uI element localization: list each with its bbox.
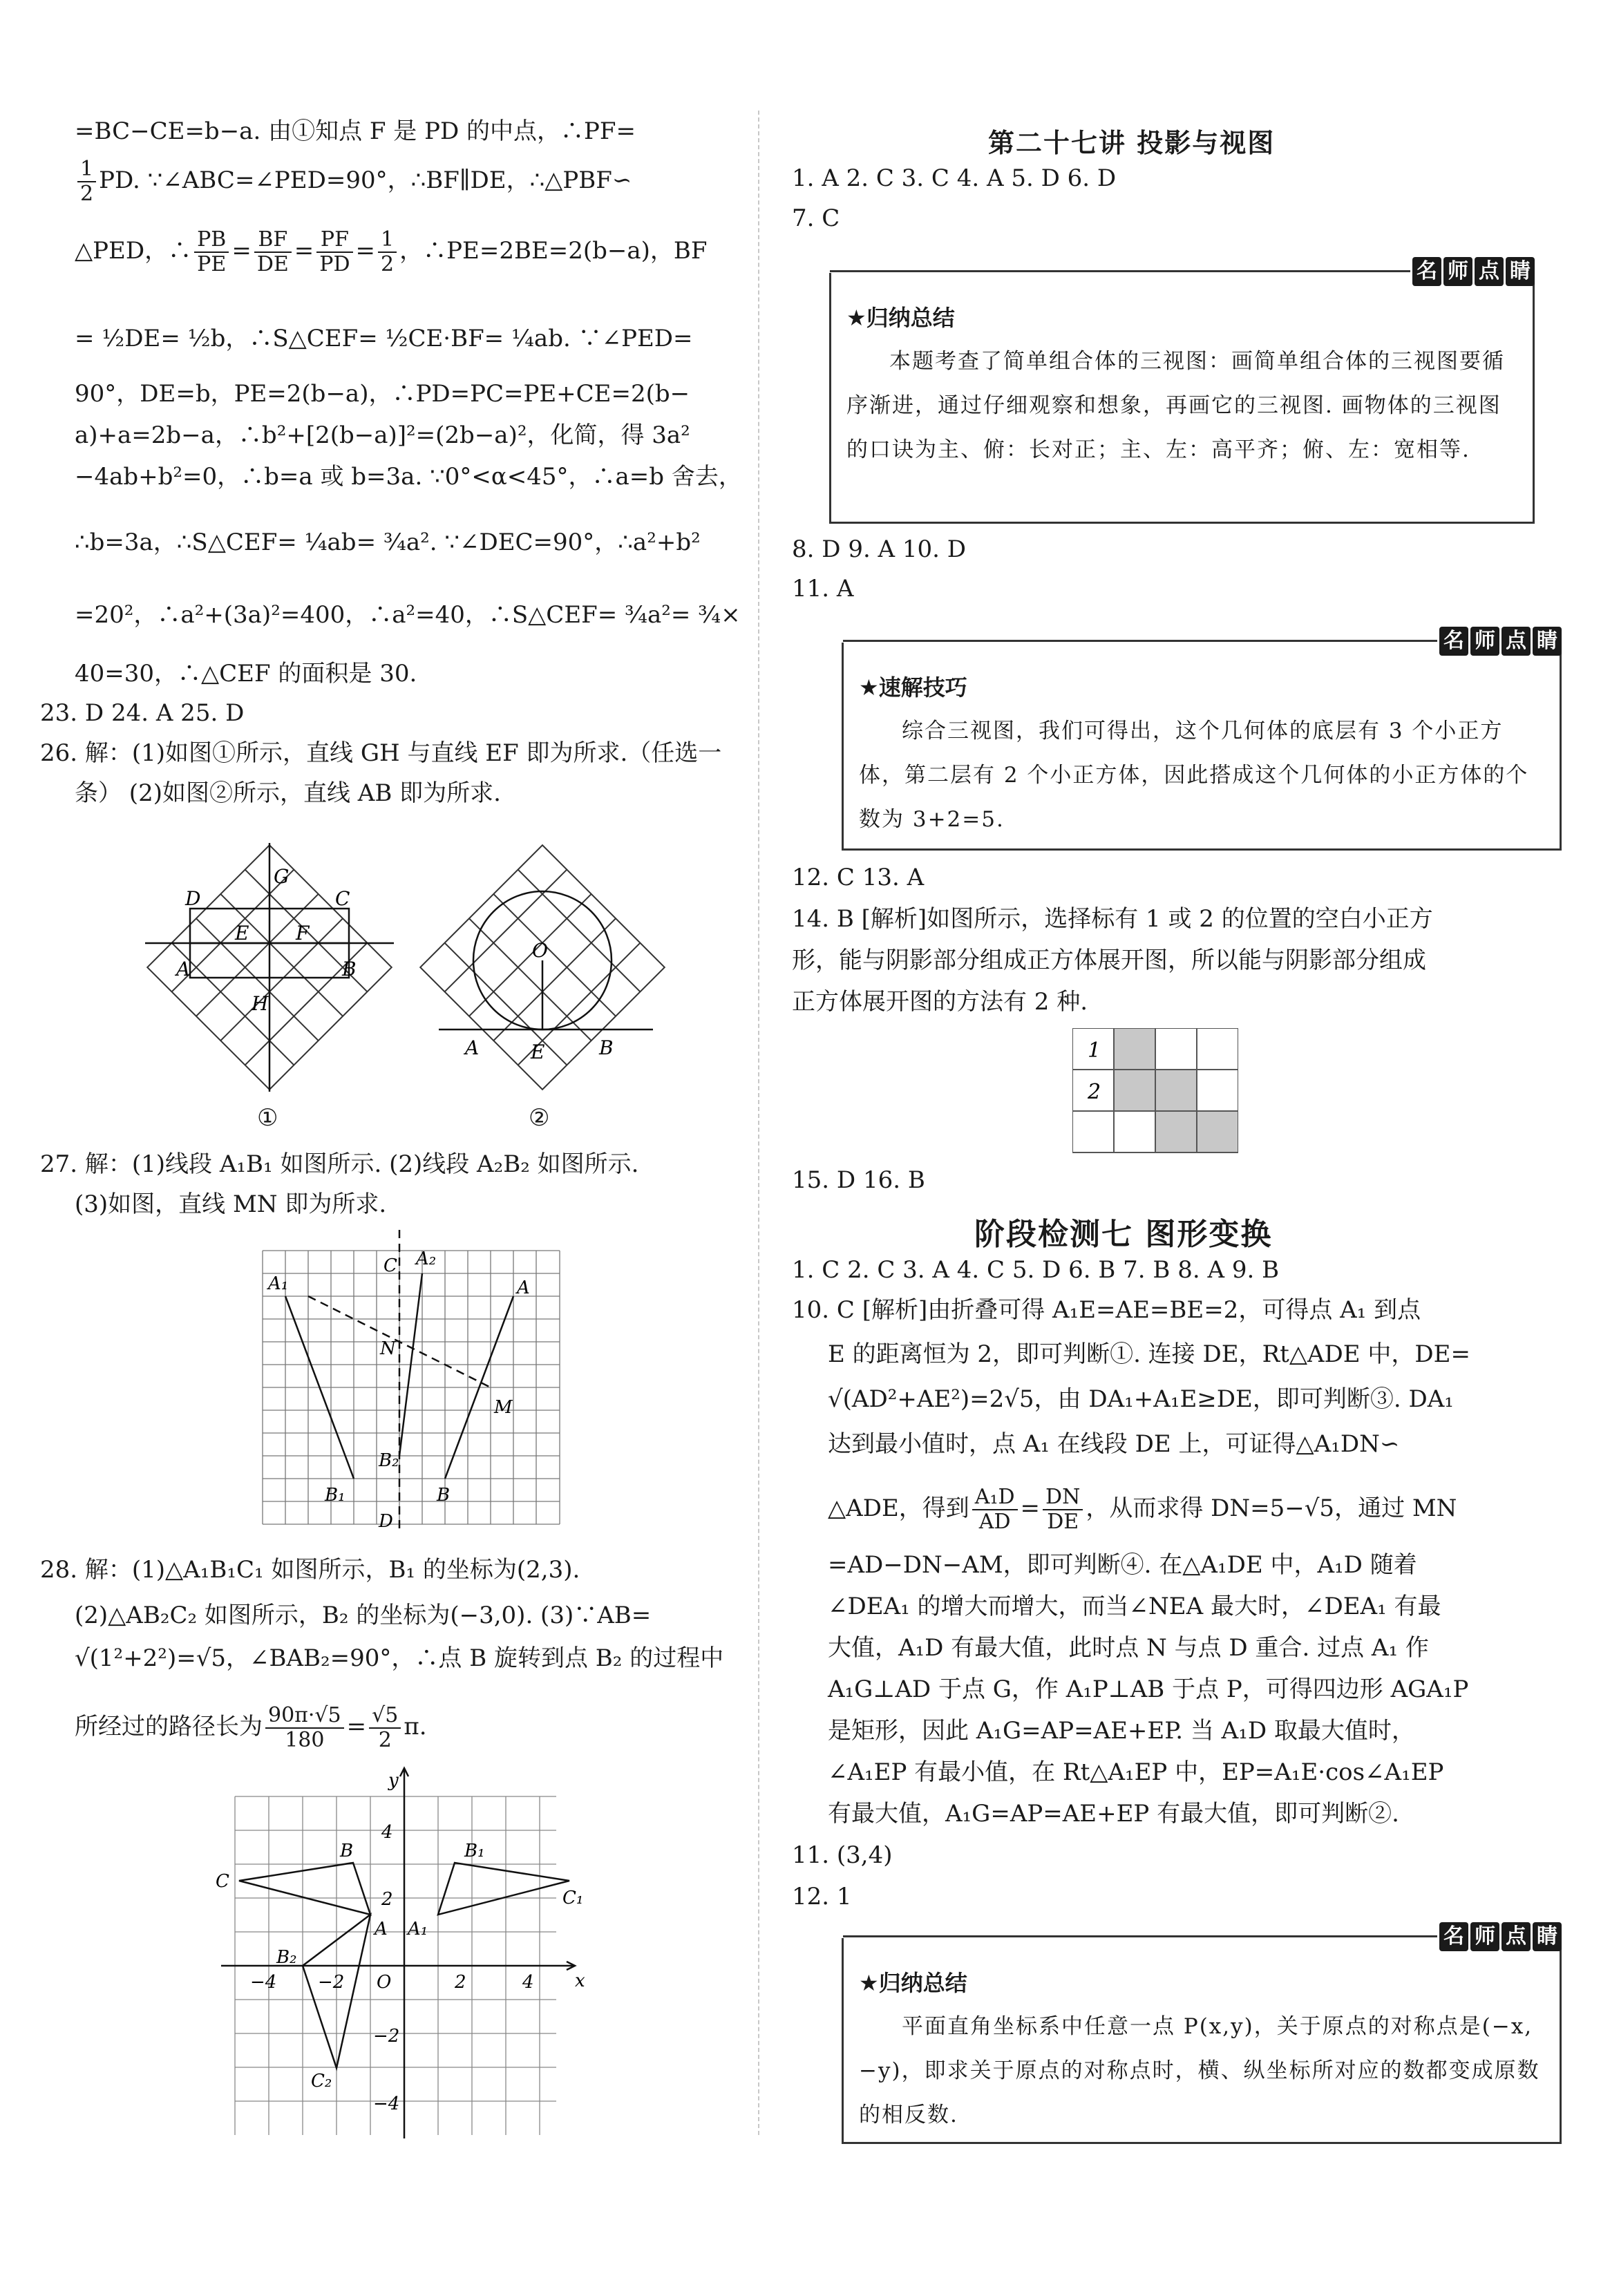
q27-line2: (3)如图，直线 MN 即为所求. xyxy=(75,1190,387,1218)
ans10-line7: ∠DEA₁ 的增大而增大，而当∠NEA 最大时，∠DEA₁ 有最 xyxy=(828,1593,1441,1620)
q28-label-a: A xyxy=(375,1919,388,1939)
box3-heading: ★归纳总结 xyxy=(859,1970,967,1996)
q28-tick-x2: 2 xyxy=(455,1972,466,1993)
ans10-frac2-den: DE xyxy=(1047,1510,1079,1534)
net-grid-figure xyxy=(1072,1028,1238,1156)
box3-body: 平面直角坐标系中任意一点 P(x,y)，关于原点的对称点是(−x,−y)，即求关于原点的对称点时，横、纵坐标所对应的数都变成原数的相反数. xyxy=(859,2014,1540,2127)
answer-7: 7. C xyxy=(792,205,840,232)
ans10-line10: 是矩形，因此 A₁G=AP=AE+EP. 当 A₁D 取最大值时， xyxy=(828,1717,1415,1745)
frac-bf: BF xyxy=(254,228,292,253)
badge-mingshi-dianjing: 名 师 点 睛 xyxy=(1410,256,1535,287)
ans10-line6: =AD−DN−AM，即可判断④. 在△A₁DE 中，A₁D 随着 xyxy=(828,1551,1417,1579)
sol22-line7: −4ab+b²=0，∴b=a 或 b=3a. ∵0°<α<45°，∴a=b 舍去， xyxy=(75,463,742,491)
sol22-line3-b: ，∴PE=2BE=2(b−a)，BF xyxy=(399,237,708,265)
ans10-line5: △ADE，得到 $\frac{\text{A₁D}}{AD}$ = $\frac{DN}{DE}$ ，从而求得 DN=5−√5，通过 MN xyxy=(828,1485,1457,1534)
box2-body: 综合三视图，我们可得出，这个几何体的底层有 3 个小正方体，第二层有 2 个小正方体，因此搭成这个几何体的小正方体的个数为 3+2=5. xyxy=(859,719,1529,832)
fig2-label-o: O xyxy=(532,939,548,962)
frac-one: 1 xyxy=(378,228,397,253)
sol22-line10: 40=30，∴△CEF 的面积是 30. xyxy=(75,660,417,687)
column-divider xyxy=(758,111,759,2135)
q26-line1: 26. 解：(1)如图①所示，直线 GH 与直线 EF 即为所求.（任选一 xyxy=(40,739,722,767)
figure-q27-grid xyxy=(256,1230,567,1534)
tip-box-3 xyxy=(842,1924,1562,2144)
ans10-line8: 大值，A₁D 有最大值，此时点 N 与点 D 重合. 过点 A₁ 作 xyxy=(828,1634,1429,1662)
q26-line2: 条） (2)如图②所示，直线 AB 即为所求. xyxy=(75,779,501,807)
q28-line3: √(1²+2²)=√5，∠BAB₂=90°，∴点 B 旋转到点 B₂ 的过程中 xyxy=(75,1644,724,1672)
frac-pe: PE xyxy=(197,252,227,276)
q28-tick-x4: 4 xyxy=(522,1972,534,1993)
ans10-line12: 有最大值，A₁G=AP=AE+EP 有最大值，即可判断②. xyxy=(828,1800,1399,1828)
fig2-label-e: E xyxy=(531,1041,545,1063)
ans10-line1: 10. C [解析]由折叠可得 A₁E=AE=BE=2，可得点 A₁ 到点 xyxy=(792,1296,1421,1324)
q28-line1: 28. 解：(1)△A₁B₁C₁ 如图所示，B₁ 的坐标为(2,3). xyxy=(40,1556,580,1584)
q28-tick-xm2: −2 xyxy=(318,1972,345,1993)
net-label-2: 2 xyxy=(1088,1080,1101,1104)
figure-1-diamond-grid xyxy=(145,843,394,1092)
ans10-line2: E 的距离恒为 2，即可判断①. 连接 DE，Rt△ADE 中，DE= xyxy=(828,1340,1470,1368)
q28-axis-y: y xyxy=(388,1770,399,1791)
q28-line4-a: 所经过的路径长为 xyxy=(75,1713,263,1740)
q27-label-b: B xyxy=(437,1485,451,1506)
ans10-line4: 达到最小值时，点 A₁ 在线段 DE 上，可证得△A₁DN∽ xyxy=(828,1430,1400,1458)
q28-label-c2: C₂ xyxy=(311,2071,332,2091)
q28-label-c1: C₁ xyxy=(562,1888,584,1908)
box1-heading: ★归纳总结 xyxy=(846,305,955,331)
badge-mingshi-dianjing-3: 名 师 点 睛 xyxy=(1437,1922,1562,1952)
ans10-line5-a: △ADE，得到 xyxy=(828,1495,969,1522)
q28-frac2-den: 2 xyxy=(378,1728,392,1752)
answers-8-10: 8. D 9. A 10. D xyxy=(792,535,967,563)
answer-11: 11. A xyxy=(792,575,854,603)
fig2-label-a: A xyxy=(465,1036,480,1059)
q27-label-c: C xyxy=(383,1255,397,1276)
sol22-line8: ∴b=3a，∴S△CEF= ¼ab= ¾a². ∵∠DEC=90°，∴a²+b² xyxy=(75,529,701,556)
badge-mingshi-dianjing-2: 名 师 点 睛 xyxy=(1437,626,1562,656)
frac-two: 2 xyxy=(381,252,395,276)
ans14-line3: 正方体展开图的方法有 2 种. xyxy=(792,988,1088,1016)
figure-q28-coordinate-grid xyxy=(207,1765,594,2138)
sol22-line3-a: △PED，∴ xyxy=(75,237,192,265)
q27-label-a2: A₂ xyxy=(416,1249,437,1269)
q27-line1: 27. 解：(1)线段 A₁B₁ 如图所示. (2)线段 A₂B₂ 如图所示. xyxy=(40,1150,639,1178)
q28-label-b: B xyxy=(340,1841,354,1861)
fig1-label-e: E xyxy=(235,922,249,945)
ans10-frac2-num: DN xyxy=(1043,1486,1083,1510)
q28-origin: O xyxy=(377,1972,392,1993)
sol22-line6: a)+a=2b−a，∴b²+[2(b−a)]²=(2b−a)²，化简，得 3a² xyxy=(75,421,690,449)
answer-12b: 12. 1 xyxy=(792,1883,852,1910)
figure-1-caption: ① xyxy=(257,1104,278,1132)
answers-15-16: 15. D 16. B xyxy=(792,1166,925,1194)
q27-label-a: A xyxy=(517,1278,530,1298)
answers-12-13: 12. C 13. A xyxy=(792,864,925,891)
q28-tick-xm4: −4 xyxy=(250,1972,277,1993)
sol22-line9: =20²，∴a²+(3a)²=400，∴a²=40，∴S△CEF= ¾a²= ¾× xyxy=(75,601,741,629)
ans10-line3: √(AD²+AE²)=2√5，由 DA₁+A₁E≥DE，即可判断③. DA₁ xyxy=(828,1385,1454,1413)
sol22-frac-den: 2 xyxy=(80,182,94,206)
frac-de: DE xyxy=(256,252,289,276)
tip-box-2 xyxy=(842,629,1562,851)
figure-2-caption: ② xyxy=(529,1104,550,1132)
fig1-label-g: G xyxy=(274,865,290,888)
ans10-frac1-den: AD xyxy=(978,1510,1011,1534)
q28-axis-x: x xyxy=(575,1971,585,1991)
net-label-1: 1 xyxy=(1088,1038,1101,1063)
sol22-line2-text: PD. ∵∠ABC=∠PED=90°，∴BF∥DE，∴△PBF∽ xyxy=(99,167,632,194)
fig2-label-b: B xyxy=(599,1036,614,1059)
q27-label-d: D xyxy=(379,1511,393,1532)
frac-pf: PF xyxy=(316,228,352,253)
sol22-line2 xyxy=(75,158,632,206)
q28-tick-y4: 4 xyxy=(381,1822,393,1843)
answers-1-6: 1. A 2. C 3. C 4. A 5. D 6. D xyxy=(792,164,1117,192)
q28-label-b2: B₂ xyxy=(276,1947,297,1968)
fig1-label-a: A xyxy=(176,958,191,980)
sol22-frac-num: 1 xyxy=(77,158,96,182)
frac-pb: PB xyxy=(194,228,229,253)
fig1-label-c: C xyxy=(335,887,350,910)
sol22-line5: 90°，DE=b，PE=2(b−a)，∴PD=PC=PE+CE=2(b− xyxy=(75,380,690,408)
lecture-27-title: 第二十七讲 投影与视图 xyxy=(988,128,1276,158)
q27-label-b1: B₁ xyxy=(325,1485,345,1506)
ans10-line9: A₁G⊥AD 于点 G，作 A₁P⊥AB 于点 P，可得四边形 AGA₁P xyxy=(828,1676,1469,1703)
q28-tick-y2: 2 xyxy=(381,1889,393,1910)
ans14-line1: 14. B [解析]如图所示，选择标有 1 或 2 的位置的空白小正方 xyxy=(792,905,1433,933)
fig1-label-d: D xyxy=(185,887,201,910)
box2-heading: ★速解技巧 xyxy=(859,674,967,701)
q28-label-b1: B₁ xyxy=(464,1841,485,1861)
answer-11b: 11. (3,4) xyxy=(792,1841,893,1869)
q28-frac2-num: √5 xyxy=(369,1704,401,1729)
answers-1-9: 1. C 2. C 3. A 4. C 5. D 6. B 7. B 8. A 9. B xyxy=(792,1256,1280,1284)
q28-label-c: C xyxy=(216,1871,229,1892)
q28-eq: = xyxy=(346,1713,367,1740)
box1-body: 本题考查了简单组合体的三视图：画简单组合体的三视图要循序渐进，通过仔细观察和想象，再画它的三视图. 画物体的三视图的口诀为主、俯：长对正；主、左：高平齐；俯、左：宽相等. xyxy=(846,349,1505,462)
figure-2-circle-grid xyxy=(418,843,667,1092)
q28-frac1-num: 90π·√5 xyxy=(265,1704,344,1729)
q28-line2: (2)△AB₂C₂ 如图所示，B₂ 的坐标为(−3,0). (3)∵AB= xyxy=(75,1602,652,1629)
stage-7-title: 阶段检测七 图形变换 xyxy=(974,1217,1273,1252)
answers-23-25: 23. D 24. A 25. D xyxy=(40,699,245,727)
sol22-line3: △PED，∴ $\frac{PB}{PE}$ = $\frac{BF}{DE}$ = $\frac{PF}{PD}$ = $\frac{1}{2}$ ，∴PE=2BE=2(b−a)，BF xyxy=(75,227,708,276)
ans10-line11: ∠A₁EP 有最小值，在 Rt△A₁EP 中，EP=A₁E·cos∠A₁EP xyxy=(828,1758,1444,1786)
ans14-line2: 形，能与阴影部分组成正方体展开图，所以能与阴影部分组成 xyxy=(792,947,1426,974)
q28-tick-ym2: −2 xyxy=(373,2026,400,2047)
q27-label-b2: B₂ xyxy=(379,1450,399,1471)
ans10-line5-b: ，从而求得 DN=5−√5，通过 MN xyxy=(1086,1495,1457,1522)
q28-line4-b: π. xyxy=(404,1713,427,1740)
tip-box-1 xyxy=(829,259,1535,524)
q27-label-a1: A₁ xyxy=(268,1273,289,1294)
fig1-label-b: B xyxy=(342,958,357,980)
sol22-line4: = ½DE= ½b，∴S△CEF= ½CE·BF= ¼ab. ∵∠PED= xyxy=(75,325,693,352)
ans10-frac1-num: A₁D xyxy=(972,1486,1018,1510)
q27-label-m: M xyxy=(494,1397,513,1418)
sol22-line1: =BC−CE=b−a. 由①知点 F 是 PD 的中点，∴PF= xyxy=(75,117,636,145)
q28-frac1-den: 180 xyxy=(285,1728,325,1752)
fig1-label-h: H xyxy=(252,992,269,1015)
fig1-label-f: F xyxy=(296,922,310,945)
q28-line4 xyxy=(75,1704,427,1752)
frac-pd: PD xyxy=(319,252,350,276)
q28-label-a1: A₁ xyxy=(408,1919,428,1939)
q28-tick-ym4: −4 xyxy=(373,2094,400,2114)
q27-label-n: N xyxy=(380,1338,396,1359)
